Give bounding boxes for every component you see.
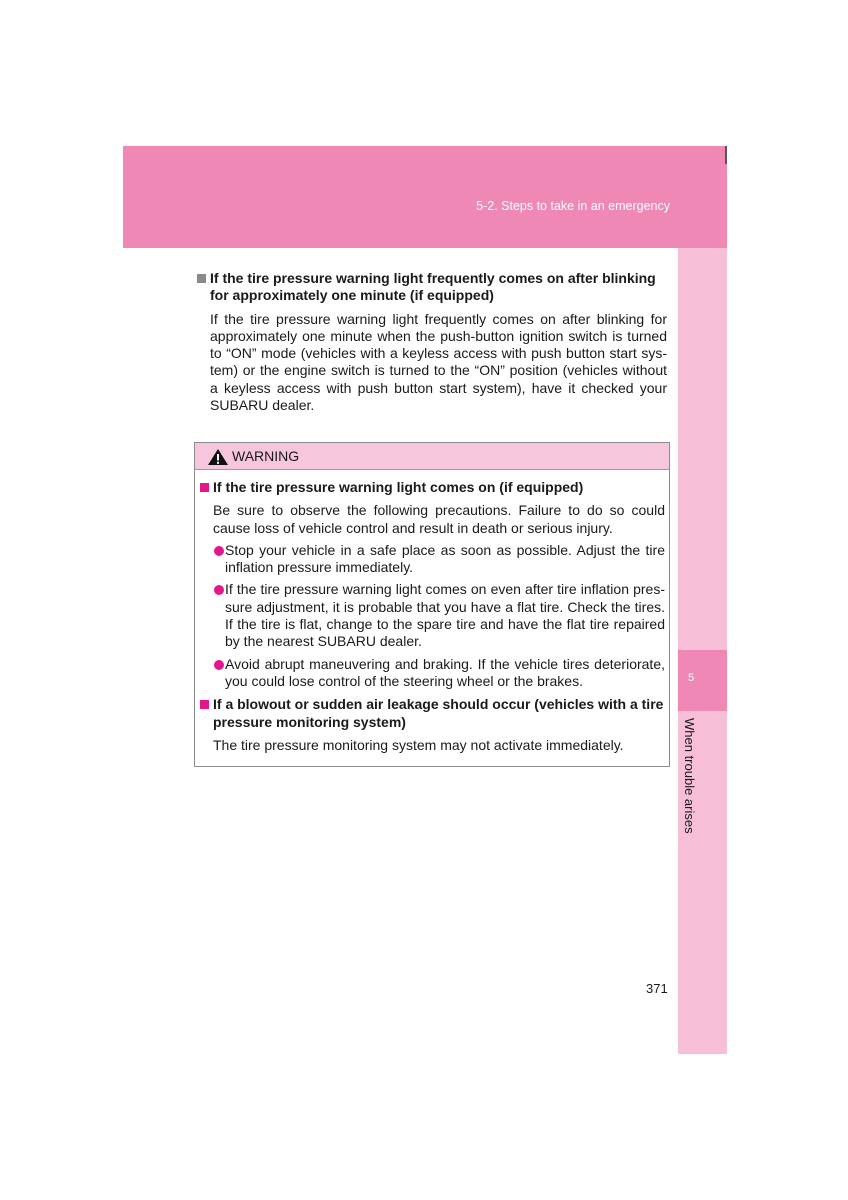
header-band bbox=[123, 146, 727, 248]
warning-body bbox=[200, 479, 665, 754]
chapter-number: 5 bbox=[688, 672, 695, 684]
warning-heading-2-text: If a blowout or sudden air leakage should occur (vehicles with a tire pressure monitoring system) bbox=[213, 696, 664, 730]
warning-bullet bbox=[213, 542, 665, 577]
pink-square-icon bbox=[200, 483, 209, 492]
warning-box bbox=[194, 442, 670, 767]
warning-heading-2 bbox=[200, 696, 665, 731]
chapter-side-tab bbox=[678, 248, 727, 1054]
warning-bullet-text: If the tire pressure warning light comes on even after tire inflation pres-sure adjustment, it is probable that you have a flat tire. Check the tires. If the tire is flat, change to the spare tire and have the flat tire repaired by the nearest SUBARU dealer. bbox=[225, 581, 665, 650]
warning-header bbox=[195, 443, 669, 470]
warning-label: WARNING bbox=[232, 448, 300, 464]
warning-bullet bbox=[213, 656, 665, 691]
gray-square-icon bbox=[197, 274, 206, 283]
chapter-title: When trouble arises bbox=[682, 718, 697, 834]
bullet-dot-icon bbox=[214, 660, 224, 670]
section-paragraph: If the tire pressure warning light frequently comes on after blinking for approximately one minute when the push-button ignition switch is turned to “ON” mode (vehicles with a keyless access with push button start sys-tem) or the engine switch is turned to the “ON” position (vehicles without a keyless access with push button start system), have it checked your SUBARU dealer. bbox=[210, 310, 667, 414]
warning-heading-1-text: If the tire pressure warning light comes on (if equipped) bbox=[213, 479, 584, 495]
section-heading-text: If the tire pressure warning light frequently comes on after blinking for approximately one minute (if equipped) bbox=[210, 270, 656, 304]
warning-heading-1 bbox=[200, 479, 665, 496]
warning-text-2: The tire pressure monitoring system may not activate immediately. bbox=[213, 736, 624, 753]
bullet-dot-icon bbox=[214, 546, 224, 556]
main-content bbox=[197, 270, 667, 414]
crop-mark-top bbox=[725, 146, 727, 164]
warning-intro: Be sure to observe the following precautions. Failure to do so could cause loss of vehicle control and result in death or serious injury. bbox=[213, 502, 665, 536]
warning-bullet bbox=[213, 581, 665, 650]
section-heading bbox=[197, 270, 667, 305]
warning-triangle-icon bbox=[207, 448, 229, 471]
chapter-number-box bbox=[678, 650, 727, 711]
warning-bullet-text: Avoid abrupt maneuvering and braking. If the vehicle tires deteriorate, you could lose control of the steering wheel or the brakes. bbox=[225, 655, 665, 689]
pink-square-icon bbox=[200, 700, 209, 709]
warning-bullet-text: Stop your vehicle in a safe place as soon as possible. Adjust the tire inflation pressure immediately. bbox=[225, 541, 665, 576]
page-number: 371 bbox=[646, 981, 668, 996]
section-title: 5-2. Steps to take in an emergency bbox=[476, 199, 670, 213]
bullet-dot-icon bbox=[214, 585, 224, 595]
